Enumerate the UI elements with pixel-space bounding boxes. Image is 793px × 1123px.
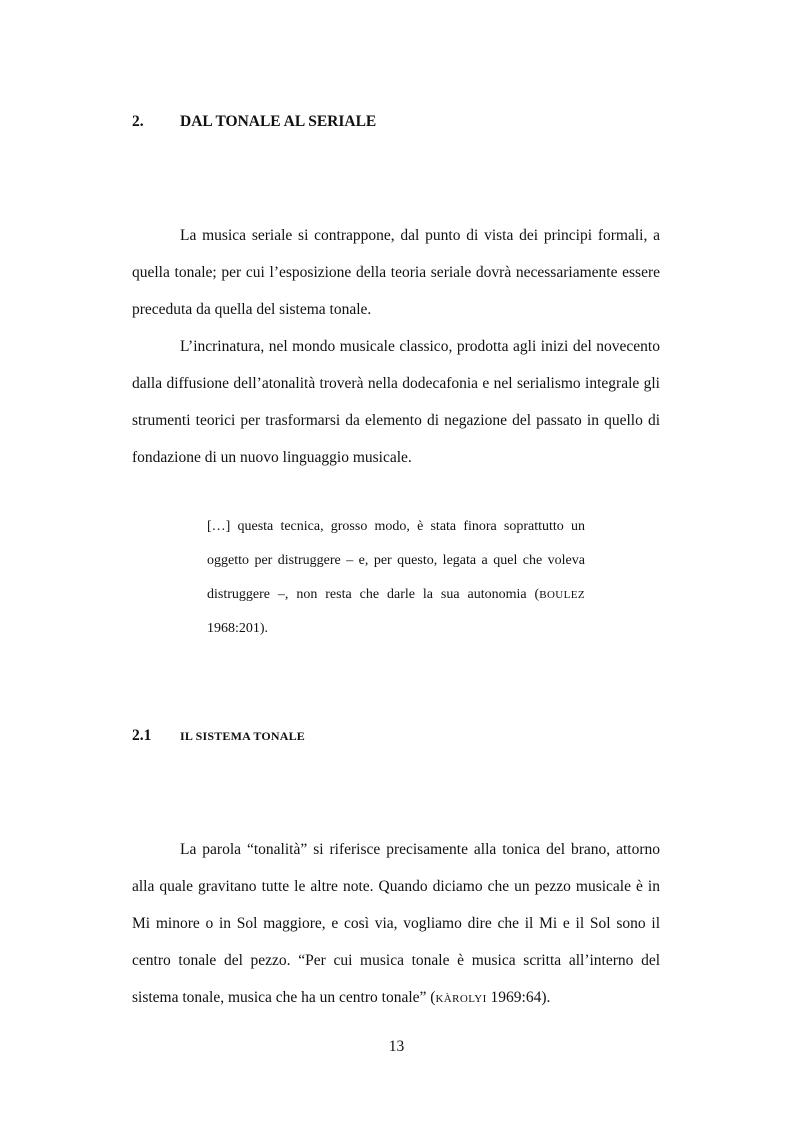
paragraph-intro: La musica seriale si contrappone, dal punto di vista dei principi formali, a quella tonale; per cui l’esposizione della teoria seriale dovrà necessariamente essere preceduta da quella del sistema tonale. — [132, 227, 660, 318]
chapter-number: 2. — [132, 113, 144, 130]
block-quote — [207, 510, 585, 646]
paragraph-incrinatura: L’incrinatura, nel mondo musicale classico, prodotta agli inizi del novecento dalla diffusione dell’atonalità troverà nella dodecafonia e nel serialismo integrale gli strumenti teorici per trasformarsi da elemento di negazione del passato in quello di fondazione di un nuovo linguaggio musicale. — [132, 338, 660, 466]
chapter-heading — [132, 113, 376, 131]
quote-text: […] questa tecnica, grosso modo, è stata finora soprattutto un oggetto per distruggere – e, per questo, legata a quel che voleva distruggere –, non resta che darle la sua autonomia ( — [207, 519, 585, 602]
page-number: 13 — [388, 1038, 405, 1055]
section-title: IL SISTEMA TONALE — [180, 729, 306, 743]
quote-citation-author: BOULEZ — [539, 589, 585, 601]
chapter-title: DAL TONALE AL SERIALE — [180, 113, 377, 130]
section-heading — [132, 727, 305, 745]
section-number: 2.1 — [132, 727, 152, 744]
quote-citation-ref: 1968:201). — [207, 621, 269, 636]
paragraph-citation-author: KÀROLYI — [435, 993, 487, 1005]
paragraph-citation-ref: 1969:64). — [486, 989, 551, 1006]
paragraph-tonalita — [132, 831, 660, 1018]
paragraph-tonalita-text: La parola “tonalità” si riferisce precisamente alla tonica del brano, attorno alla quale gravitano tutte le altre note. Quando diciamo che un pezzo musicale è in Mi minore o in Sol maggiore, e così via, vogliamo dire che il Mi e il Sol sono il centro tonale del pezzo. “Per cui musica tonale è musica scritta all’interno del sistema tonale, musica che ha un centro tonale” ( — [132, 841, 660, 1006]
